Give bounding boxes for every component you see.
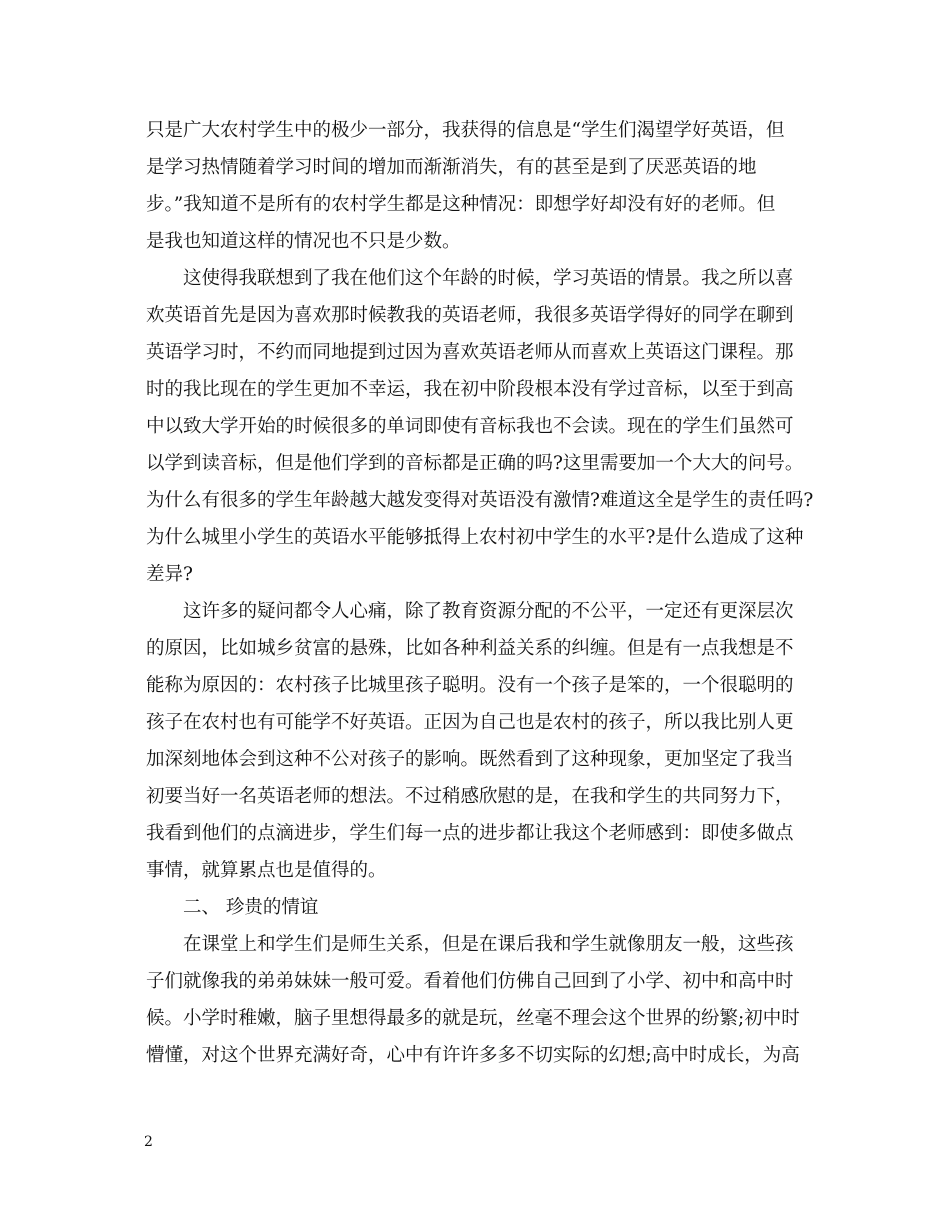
section-heading: 二、 珍贵的情谊 bbox=[183, 897, 319, 918]
text-line: 这许多的疑问都令人心痛，除了教育资源分配的不公平，一定还有更深层次 bbox=[183, 601, 794, 622]
text-line: 在课堂上和学生们是师生关系，但是在课后我和学生就像朋友一般，这些孩 bbox=[183, 934, 794, 955]
text-line: 子们就像我的弟弟妹妹一般可爱。看着他们仿佛自己回到了小学、初中和高中时 bbox=[146, 971, 794, 992]
text-line: 孩子在农村也有可能学不好英语。正因为自己也是农村的孩子，所以我比别人更 bbox=[146, 712, 794, 733]
text-line: 时的我比现在的学生更加不幸运，我在初中阶段根本没有学过音标，以至于到高 bbox=[146, 379, 794, 400]
text-line: 以学到读音标，但是他们学到的音标都是正确的吗?这里需要加一个大大的问号。 bbox=[146, 453, 804, 474]
text-line: 我看到他们的点滴进步，学生们每一点的进步都让我这个老师感到：即使多做点 bbox=[146, 823, 794, 844]
body-text bbox=[146, 112, 826, 1074]
text-line: 步。”我知道不是所有的农村学生都是这种情况：即想学好却没有好的老师。但 bbox=[146, 194, 776, 215]
text-line: 初要当好一名英语老师的想法。不过稍感欣慰的是，在我和学生的共同努力下， bbox=[146, 786, 794, 807]
text-line: 中以致大学开始的时候很多的单词即使有音标我也不会读。现在的学生们虽然可 bbox=[146, 416, 794, 437]
page-number: 2 bbox=[144, 1134, 153, 1150]
text-line: 只是广大农村学生中的极少一部分，我获得的信息是“学生们渴望学好英语，但 bbox=[146, 120, 785, 141]
text-line: 的原因，比如城乡贫富的悬殊，比如各种利益关系的纠缠。但是有一点我想是不 bbox=[146, 638, 794, 659]
text-line: 欢英语首先是因为喜欢那时候教我的英语老师，我很多英语学得好的同学在聊到 bbox=[146, 305, 794, 326]
text-line: 加深刻地体会到这种不公对孩子的影响。既然看到了这种现象，更加坚定了我当 bbox=[146, 749, 794, 770]
text-line: 是我也知道这样的情况也不只是少数。 bbox=[146, 231, 461, 252]
text-line: 英语学习时，不约而同地提到过因为喜欢英语老师从而喜欢上英语这门课程。那 bbox=[146, 342, 794, 363]
text-line: 懵懂，对这个世界充满好奇，心中有许许多多不切实际的幻想;高中时成长，为高 bbox=[146, 1045, 800, 1066]
text-line: 是学习热情随着学习时间的增加而渐渐消失，有的甚至是到了厌恶英语的地 bbox=[146, 157, 757, 178]
text-line: 为什么城里小学生的英语水平能够抵得上农村初中学生的水平?是什么造成了这种 bbox=[146, 527, 804, 548]
text-line: 为什么有很多的学生年龄越大越发变得对英语没有激情?难道这全是学生的责任吗? bbox=[146, 490, 814, 511]
text-line: 这使得我联想到了我在他们这个年龄的时候，学习英语的情景。我之所以喜 bbox=[183, 268, 794, 289]
text-line: 事情，就算累点也是值得的。 bbox=[146, 860, 387, 881]
text-line: 候。小学时稚嫩，脑子里想得最多的就是玩，丝毫不理会这个世界的纷繁;初中时 bbox=[146, 1008, 800, 1029]
text-line: 差异? bbox=[146, 564, 193, 585]
text-line: 能称为原因的：农村孩子比城里孩子聪明。没有一个孩子是笨的，一个很聪明的 bbox=[146, 675, 794, 696]
